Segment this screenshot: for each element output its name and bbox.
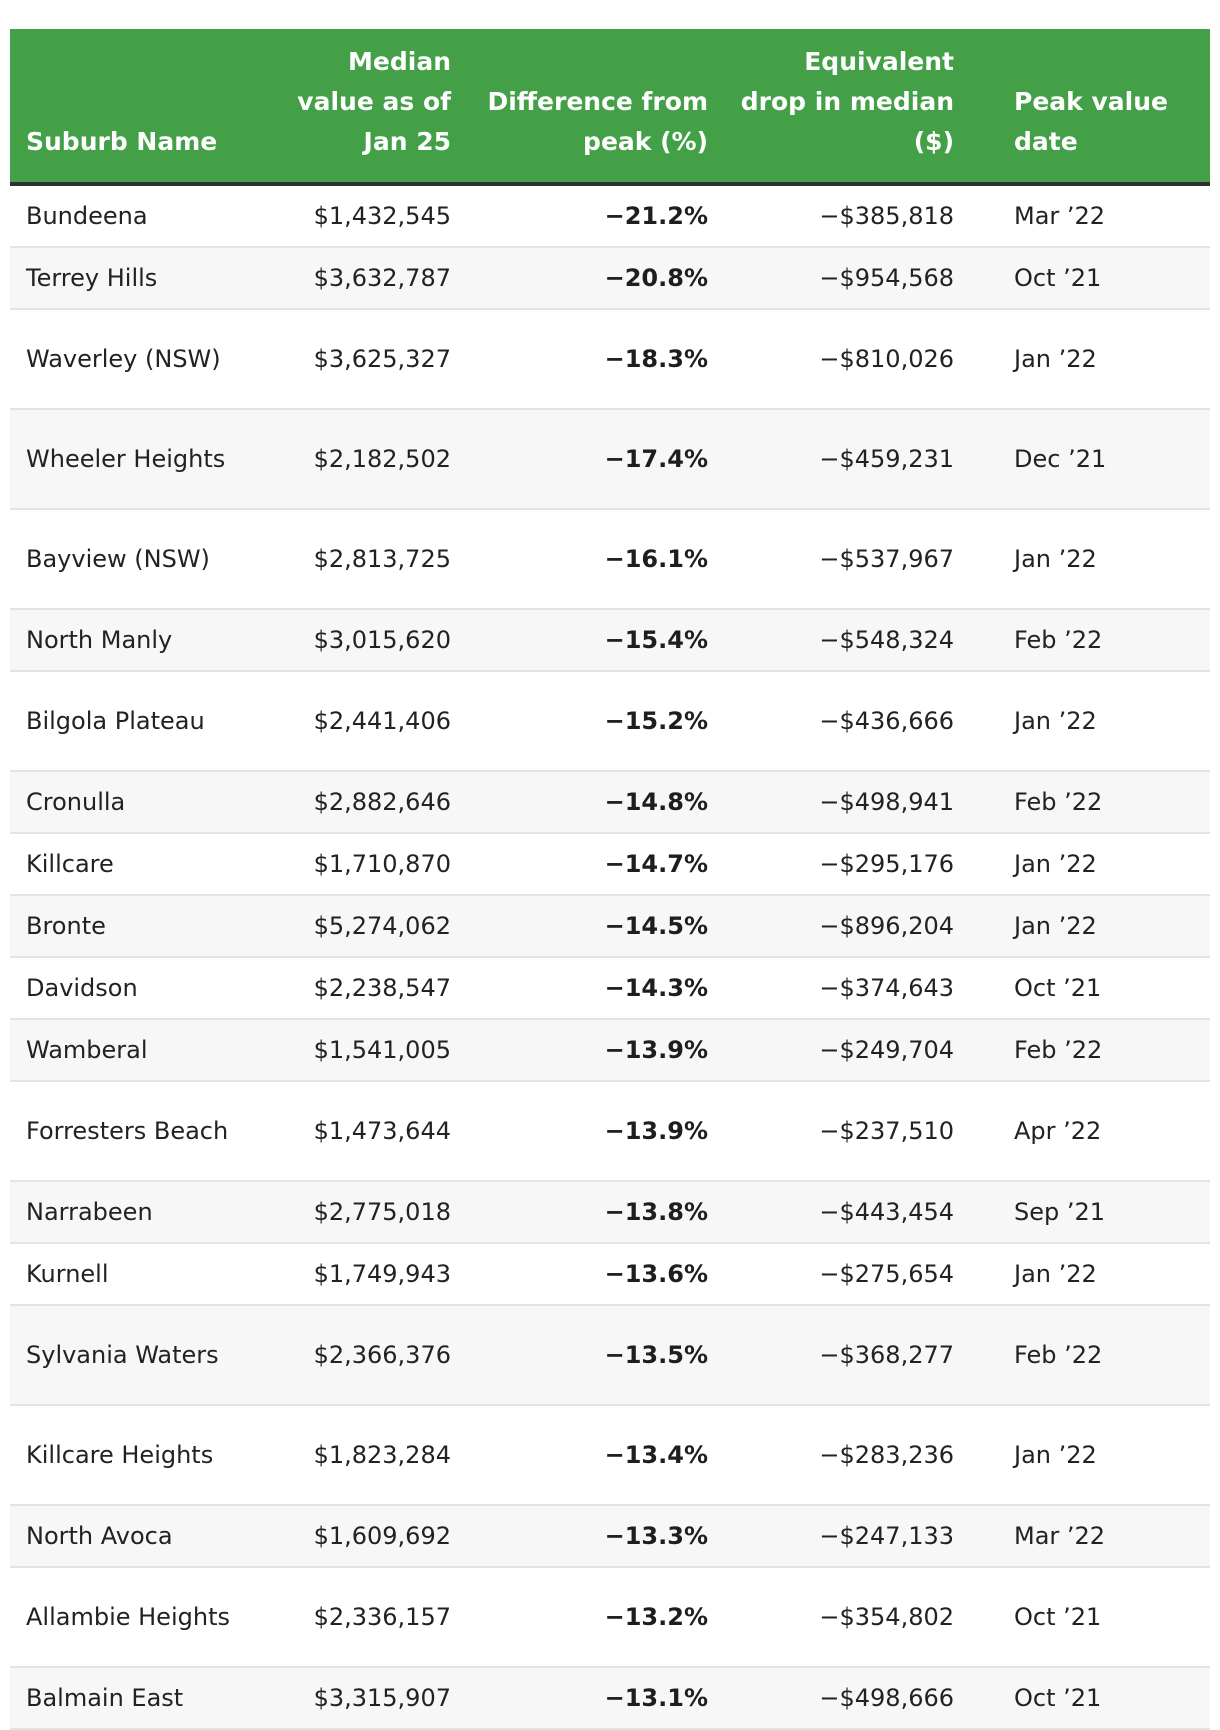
- table-header: [10, 29, 1210, 184]
- cell-difference-from-peak: −13.2%: [467, 1567, 724, 1667]
- cell-suburb-name: Waverley (NSW): [10, 309, 255, 409]
- cell-difference-from-peak: −14.3%: [467, 957, 724, 1019]
- cell-median-value: $2,182,502: [255, 409, 467, 509]
- cell-suburb-name: Killcare Heights: [10, 1405, 255, 1505]
- cell-peak-value-date: Feb ’22: [984, 609, 1210, 671]
- cell-suburb-name: Bilgola Plateau: [10, 671, 255, 771]
- cell-median-value: $2,441,406: [255, 671, 467, 771]
- cell-equivalent-drop: −$247,133: [724, 1505, 984, 1567]
- cell-peak-value-date: Feb ’22: [984, 1019, 1210, 1081]
- table-row: [10, 184, 1210, 247]
- cell-peak-value-date: Feb ’22: [984, 1305, 1210, 1405]
- cell-suburb-name: Kurnell: [10, 1243, 255, 1305]
- cell-equivalent-drop: −$548,324: [724, 609, 984, 671]
- cell-peak-value-date: Oct ’21: [984, 1567, 1210, 1667]
- table-row: [10, 771, 1210, 833]
- cell-median-value: $2,336,157: [255, 1567, 467, 1667]
- cell-suburb-name: Sylvania Waters: [10, 1305, 255, 1405]
- cell-peak-value-date: Oct ’21: [984, 247, 1210, 309]
- table-row: [10, 609, 1210, 671]
- table-row: [10, 895, 1210, 957]
- cell-equivalent-drop: −$498,941: [724, 771, 984, 833]
- cell-peak-value-date: Apr ’22: [984, 1081, 1210, 1181]
- cell-peak-value-date: Mar ’22: [984, 1505, 1210, 1567]
- cell-median-value: $1,541,005: [255, 1019, 467, 1081]
- cell-difference-from-peak: −14.8%: [467, 771, 724, 833]
- table-body: [10, 184, 1210, 1729]
- table-row: [10, 1243, 1210, 1305]
- cell-suburb-name: North Avoca: [10, 1505, 255, 1567]
- cell-difference-from-peak: −13.9%: [467, 1081, 724, 1181]
- table-row: [10, 1181, 1210, 1243]
- cell-median-value: $2,238,547: [255, 957, 467, 1019]
- cell-difference-from-peak: −14.5%: [467, 895, 724, 957]
- cell-median-value: $2,366,376: [255, 1305, 467, 1405]
- cell-difference-from-peak: −17.4%: [467, 409, 724, 509]
- cell-suburb-name: Forresters Beach: [10, 1081, 255, 1181]
- cell-peak-value-date: Oct ’21: [984, 957, 1210, 1019]
- cell-suburb-name: Terrey Hills: [10, 247, 255, 309]
- cell-difference-from-peak: −18.3%: [467, 309, 724, 409]
- suburb-value-table: [10, 29, 1210, 1730]
- cell-median-value: $1,710,870: [255, 833, 467, 895]
- cell-equivalent-drop: −$896,204: [724, 895, 984, 957]
- cell-difference-from-peak: −14.7%: [467, 833, 724, 895]
- cell-equivalent-drop: −$354,802: [724, 1567, 984, 1667]
- cell-difference-from-peak: −13.4%: [467, 1405, 724, 1505]
- cell-suburb-name: Wamberal: [10, 1019, 255, 1081]
- suburb-value-table-container: [10, 29, 1210, 1730]
- cell-equivalent-drop: −$436,666: [724, 671, 984, 771]
- cell-peak-value-date: Sep ’21: [984, 1181, 1210, 1243]
- cell-peak-value-date: Jan ’22: [984, 1405, 1210, 1505]
- cell-peak-value-date: Jan ’22: [984, 895, 1210, 957]
- cell-median-value: $5,274,062: [255, 895, 467, 957]
- cell-peak-value-date: Feb ’22: [984, 771, 1210, 833]
- cell-median-value: $1,823,284: [255, 1405, 467, 1505]
- cell-equivalent-drop: −$275,654: [724, 1243, 984, 1305]
- cell-median-value: $2,813,725: [255, 509, 467, 609]
- cell-equivalent-drop: −$810,026: [724, 309, 984, 409]
- cell-peak-value-date: Mar ’22: [984, 184, 1210, 247]
- cell-peak-value-date: Jan ’22: [984, 509, 1210, 609]
- cell-suburb-name: Bundeena: [10, 184, 255, 247]
- cell-difference-from-peak: −15.2%: [467, 671, 724, 771]
- cell-peak-value-date: Jan ’22: [984, 671, 1210, 771]
- cell-median-value: $1,749,943: [255, 1243, 467, 1305]
- cell-suburb-name: Cronulla: [10, 771, 255, 833]
- cell-difference-from-peak: −15.4%: [467, 609, 724, 671]
- cell-suburb-name: Killcare: [10, 833, 255, 895]
- cell-suburb-name: Wheeler Heights: [10, 409, 255, 509]
- cell-difference-from-peak: −21.2%: [467, 184, 724, 247]
- table-row: [10, 247, 1210, 309]
- cell-equivalent-drop: −$459,231: [724, 409, 984, 509]
- header-equivalent-drop[interactable]: Equivalent drop in median ($): [724, 29, 984, 184]
- cell-equivalent-drop: −$443,454: [724, 1181, 984, 1243]
- cell-suburb-name: Davidson: [10, 957, 255, 1019]
- cell-difference-from-peak: −13.1%: [467, 1667, 724, 1729]
- table-row: [10, 1667, 1210, 1729]
- table-row: [10, 1019, 1210, 1081]
- cell-equivalent-drop: −$249,704: [724, 1019, 984, 1081]
- cell-median-value: $3,625,327: [255, 309, 467, 409]
- cell-equivalent-drop: −$954,568: [724, 247, 984, 309]
- cell-difference-from-peak: −13.9%: [467, 1019, 724, 1081]
- cell-equivalent-drop: −$385,818: [724, 184, 984, 247]
- table-row: [10, 1567, 1210, 1667]
- header-suburb-name[interactable]: Suburb Name: [10, 29, 255, 184]
- table-row: [10, 309, 1210, 409]
- cell-peak-value-date: Jan ’22: [984, 309, 1210, 409]
- table-row: [10, 1081, 1210, 1181]
- cell-median-value: $3,632,787: [255, 247, 467, 309]
- cell-median-value: $1,609,692: [255, 1505, 467, 1567]
- header-median-value[interactable]: Median value as of Jan 25: [255, 29, 467, 184]
- cell-difference-from-peak: −16.1%: [467, 509, 724, 609]
- cell-median-value: $2,882,646: [255, 771, 467, 833]
- cell-equivalent-drop: −$368,277: [724, 1305, 984, 1405]
- table-row: [10, 409, 1210, 509]
- cell-equivalent-drop: −$237,510: [724, 1081, 984, 1181]
- cell-median-value: $1,432,545: [255, 184, 467, 247]
- cell-suburb-name: Balmain East: [10, 1667, 255, 1729]
- header-difference-from-peak[interactable]: Difference from peak (%): [467, 29, 724, 184]
- cell-suburb-name: North Manly: [10, 609, 255, 671]
- cell-peak-value-date: Jan ’22: [984, 1243, 1210, 1305]
- cell-suburb-name: Bayview (NSW): [10, 509, 255, 609]
- cell-equivalent-drop: −$537,967: [724, 509, 984, 609]
- table-row: [10, 1505, 1210, 1567]
- table-row: [10, 833, 1210, 895]
- cell-suburb-name: Bronte: [10, 895, 255, 957]
- cell-suburb-name: Allambie Heights: [10, 1567, 255, 1667]
- cell-median-value: $1,473,644: [255, 1081, 467, 1181]
- cell-peak-value-date: Dec ’21: [984, 409, 1210, 509]
- cell-difference-from-peak: −13.8%: [467, 1181, 724, 1243]
- cell-difference-from-peak: −13.5%: [467, 1305, 724, 1405]
- table-row: [10, 1405, 1210, 1505]
- cell-equivalent-drop: −$374,643: [724, 957, 984, 1019]
- cell-equivalent-drop: −$283,236: [724, 1405, 984, 1505]
- table-row: [10, 957, 1210, 1019]
- table-row: [10, 1305, 1210, 1405]
- header-peak-value-date[interactable]: Peak value date: [984, 29, 1210, 184]
- table-row: [10, 509, 1210, 609]
- cell-equivalent-drop: −$295,176: [724, 833, 984, 895]
- cell-median-value: $2,775,018: [255, 1181, 467, 1243]
- cell-difference-from-peak: −20.8%: [467, 247, 724, 309]
- cell-equivalent-drop: −$498,666: [724, 1667, 984, 1729]
- cell-difference-from-peak: −13.6%: [467, 1243, 724, 1305]
- cell-median-value: $3,015,620: [255, 609, 467, 671]
- table-row: [10, 671, 1210, 771]
- cell-suburb-name: Narrabeen: [10, 1181, 255, 1243]
- cell-difference-from-peak: −13.3%: [467, 1505, 724, 1567]
- cell-median-value: $3,315,907: [255, 1667, 467, 1729]
- header-row: [10, 29, 1210, 184]
- cell-peak-value-date: Oct ’21: [984, 1667, 1210, 1729]
- cell-peak-value-date: Jan ’22: [984, 833, 1210, 895]
